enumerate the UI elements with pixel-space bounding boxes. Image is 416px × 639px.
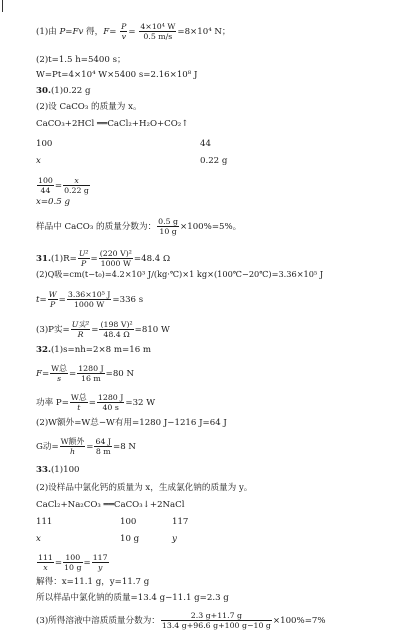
page-corner-mark: [2, 0, 3, 12]
denominator: v: [121, 32, 126, 41]
line-5: (2)设 CaCO₃ 的质量为 x。: [36, 102, 142, 112]
line-4: [36, 86, 91, 97]
line-27: 解得：x=11.1 g，y=11.7 g: [36, 577, 150, 587]
text: 得，: [83, 27, 104, 37]
numerator: 0.5 g: [158, 217, 179, 226]
line-6: CaCO₃+2HCl ══CaCl₂+H₂O+CO₂↑: [36, 119, 189, 129]
text: 样品中 CaCO₃ 的质量分数为：: [36, 222, 157, 232]
denominator: 10 g: [64, 563, 82, 572]
text: 0.22 g: [200, 156, 228, 166]
line-2: (2)t=1.5 h=5400 s；: [36, 55, 126, 65]
line-18: [36, 393, 155, 412]
denominator: x: [43, 563, 48, 572]
text: G动=: [36, 442, 59, 452]
line-12: [36, 249, 170, 268]
line-13: (2)Q吸=cm(t−t₀)=4.2×10³ J/(kg·℃)×1 kg×(100℃−20℃)=3.36×10⁵ J: [36, 269, 324, 279]
text: F: [103, 27, 110, 37]
denominator: 13.4 g+96.6 g+100 g−10 g: [161, 621, 271, 630]
text: x: [36, 156, 41, 166]
line-26: [36, 553, 110, 572]
fraction: [99, 249, 133, 268]
line-3: W=Pt=4×10⁴ W×5400 s=2.16×10⁸ J: [36, 70, 198, 80]
fraction: [50, 364, 68, 383]
fraction: [37, 176, 54, 195]
text: =336 s: [112, 295, 144, 305]
numerator: W: [48, 290, 57, 299]
numerator: P: [121, 22, 127, 31]
line-16: [36, 345, 151, 356]
text: =: [58, 295, 66, 305]
numerator: 1280 J: [78, 364, 104, 373]
line-23: CaCl₂+Na₂CO₃ ══CaCO₃↓+2NaCl: [36, 500, 185, 510]
text: (1)R=: [50, 254, 77, 264]
fraction: [94, 437, 112, 456]
numerator: 64 J: [95, 437, 112, 446]
line-29: [36, 611, 326, 630]
denominator: P: [81, 259, 87, 268]
text: 44: [200, 139, 211, 149]
numerator: 1280 J: [97, 393, 124, 402]
numerator: U实²: [71, 320, 90, 329]
fraction: [77, 364, 104, 383]
numerator: (220 V)²: [99, 249, 132, 258]
fraction: [70, 393, 88, 412]
text: (1)100: [50, 465, 80, 475]
text: =: [54, 558, 63, 568]
fraction: [67, 290, 112, 309]
fraction: [78, 249, 90, 268]
denominator: 0.5 m/s: [143, 32, 173, 41]
text: Fv: [72, 27, 84, 37]
line-7: [36, 139, 236, 150]
text: =48.4 Ω: [133, 254, 171, 264]
text: =: [86, 442, 94, 452]
fraction: [97, 393, 124, 412]
numerator: 100: [63, 553, 82, 563]
text: t=: [36, 295, 47, 305]
denominator: y: [97, 563, 103, 572]
fraction: [37, 553, 54, 572]
line-20: [36, 437, 136, 456]
numerator: 2.3 g+11.7 g: [161, 611, 272, 621]
text: =: [83, 558, 91, 568]
text: =: [54, 181, 63, 191]
denominator: P: [50, 300, 56, 309]
numerator: 3.36×10⁵ J: [67, 290, 111, 299]
text: (1)s=nh=2×8 m=16 m: [50, 345, 152, 355]
fraction: [120, 22, 127, 41]
text: ×100%=7%: [272, 616, 326, 626]
fraction: [63, 553, 82, 572]
denominator: 40 s: [102, 403, 119, 412]
denominator: 44: [40, 186, 51, 195]
numerator: 117: [92, 553, 108, 562]
text: =: [68, 369, 77, 379]
line-24: [36, 517, 236, 528]
text: =8 N: [113, 442, 136, 452]
text: ×100%=5%。: [180, 222, 242, 232]
question-number: 30.: [36, 86, 51, 96]
line-9: [36, 176, 91, 195]
line-21: [36, 465, 80, 476]
text: =32 W: [125, 398, 156, 408]
denominator: 8 m: [95, 447, 111, 456]
numerator: (198 V)²: [100, 320, 133, 329]
numerator: 111: [38, 553, 53, 562]
denominator: 10 g: [159, 227, 177, 236]
text: 100: [36, 139, 53, 149]
text: y: [172, 534, 177, 544]
numerator: U²: [78, 249, 89, 258]
numerator: 100: [38, 176, 53, 185]
text: P: [59, 27, 66, 37]
line-25: [36, 534, 236, 545]
fraction: [63, 176, 90, 195]
text: 10 g: [120, 534, 140, 544]
text: =: [128, 27, 136, 37]
text: =: [88, 398, 96, 408]
text: =: [90, 254, 98, 264]
numerator: W额外: [60, 437, 85, 446]
numerator: W总: [70, 393, 87, 402]
text: x: [36, 534, 41, 544]
text: =: [65, 27, 73, 37]
text: 功率 P=: [36, 398, 69, 408]
text: =80 N: [105, 369, 135, 379]
text: =: [91, 325, 99, 335]
question-number: 31.: [36, 254, 51, 264]
text: (1)由: [36, 27, 60, 37]
fraction: [48, 290, 58, 309]
denominator: t: [77, 403, 81, 412]
question-number: 32.: [36, 345, 51, 355]
fraction: [139, 22, 176, 41]
fraction: [71, 320, 91, 339]
fraction: [92, 553, 109, 572]
denominator: 1000 W: [73, 300, 105, 309]
fraction: [157, 217, 179, 236]
line-1: [36, 22, 231, 41]
text: F=: [36, 369, 50, 379]
denominator: h: [69, 447, 75, 456]
denominator: s: [57, 374, 62, 383]
denominator: 16 m: [81, 374, 101, 383]
denominator: 0.22 g: [64, 186, 89, 195]
line-28: 所以样品中氯化钠的质量=13.4 g−11.1 g=2.3 g: [36, 593, 229, 603]
numerator: W总: [51, 364, 67, 373]
text: =8×10⁴ N；: [177, 27, 231, 37]
line-17: [36, 364, 134, 383]
line-11: [36, 217, 241, 236]
denominator: 48.4 Ω: [103, 330, 130, 339]
numerator: 4×10⁴ W: [140, 22, 176, 31]
text: =: [109, 27, 117, 37]
text: 100: [120, 517, 137, 527]
line-19: (2)W额外=W总−W有用=1280 J−1216 J=64 J: [36, 418, 227, 428]
denominator: R: [77, 330, 84, 339]
text: (3)所得溶液中溶质质量分数为：: [36, 616, 160, 626]
line-8: [36, 156, 236, 167]
fraction: [161, 611, 272, 630]
text: 117: [172, 517, 189, 527]
line-10: x=0.5 g: [36, 197, 70, 207]
text: (3)P实=: [36, 325, 70, 335]
denominator: 1000 W: [100, 259, 131, 268]
line-22: (2)设样品中氯化钙的质量为 x，生成氯化钠的质量为 y。: [36, 483, 253, 493]
text: =810 W: [134, 325, 170, 335]
fraction: [99, 320, 133, 339]
line-15: [36, 320, 170, 339]
text: (1)0.22 g: [50, 86, 91, 96]
fraction: [60, 437, 86, 456]
line-14: [36, 290, 143, 309]
question-number: 33.: [36, 465, 51, 475]
text: 111: [36, 517, 53, 527]
numerator: x: [63, 176, 90, 186]
